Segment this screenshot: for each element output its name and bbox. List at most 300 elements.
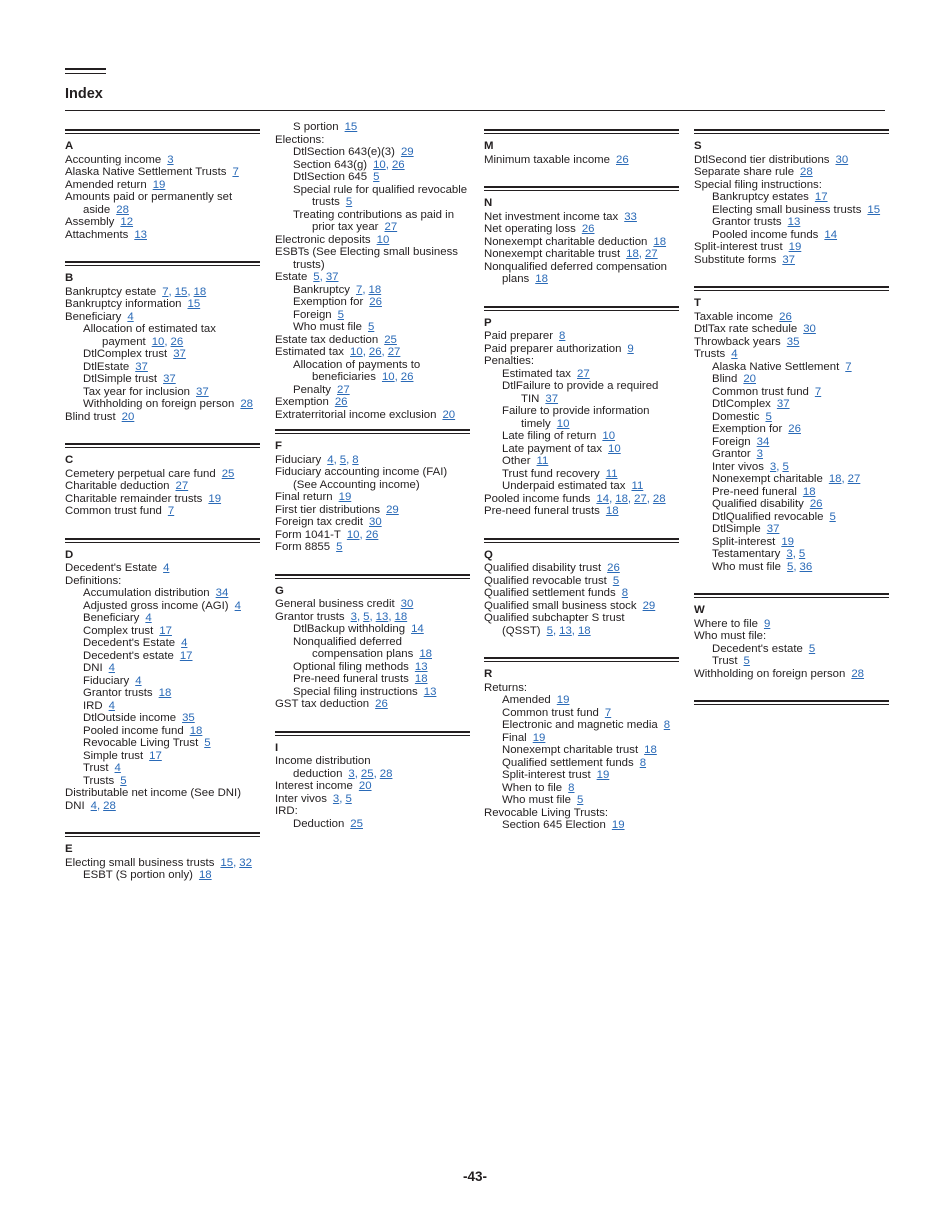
- index-term: Failure to provide information timely: [502, 405, 650, 430]
- page-link[interactable]: 5: [363, 610, 370, 623]
- index-term: Beneficiary: [65, 310, 122, 323]
- page-link[interactable]: 3: [332, 792, 340, 805]
- index-entry: [65, 191, 260, 216]
- index-term: Charitable deduction: [65, 480, 170, 492]
- index-entry: [275, 780, 470, 793]
- index-entry: [694, 655, 889, 668]
- index-entry: [65, 348, 260, 361]
- page-link[interactable]: 11: [605, 467, 618, 480]
- page-link[interactable]: 4: [163, 562, 170, 574]
- page-link[interactable]: 5: [829, 510, 836, 523]
- page-separator: ,: [388, 610, 392, 623]
- page-link[interactable]: 3: [769, 460, 777, 473]
- index-term: Trusts: [83, 774, 115, 787]
- page-link[interactable]: 5: [798, 548, 806, 560]
- page-link[interactable]: 8: [559, 330, 566, 342]
- page-link[interactable]: 26: [607, 562, 620, 574]
- page-link[interactable]: 7: [845, 360, 852, 373]
- index-term: Assembly: [65, 216, 115, 228]
- page-link[interactable]: 28: [379, 767, 393, 780]
- page-link[interactable]: 26: [368, 346, 382, 358]
- index-term: Split-interest trust: [502, 769, 591, 781]
- page-link[interactable]: 26: [581, 223, 595, 235]
- page-link[interactable]: 5: [808, 642, 816, 655]
- index-term: DtlSimple trust: [83, 373, 158, 385]
- page-link[interactable]: 19: [611, 819, 625, 831]
- page-link[interactable]: 37: [545, 392, 559, 405]
- index-term: IRD:: [275, 805, 298, 817]
- page-link[interactable]: 8: [352, 453, 359, 466]
- page-link[interactable]: 18: [193, 285, 207, 298]
- index-entry: [65, 505, 260, 518]
- page-link[interactable]: 9: [763, 617, 771, 630]
- page-link[interactable]: 18: [644, 744, 657, 756]
- index-term: Penalty: [293, 383, 331, 396]
- page-link[interactable]: 15: [220, 856, 234, 869]
- page-link[interactable]: 5: [204, 737, 211, 749]
- page-link[interactable]: 28: [116, 203, 129, 216]
- page-link[interactable]: 18: [828, 473, 842, 485]
- page-link[interactable]: 29: [400, 146, 414, 158]
- index-entry: [275, 661, 470, 674]
- page-link[interactable]: 37: [776, 398, 790, 410]
- page-link[interactable]: 3: [350, 610, 357, 623]
- page-link[interactable]: 34: [215, 587, 229, 599]
- index-term: DtlBackup withholding: [293, 623, 406, 635]
- page-link[interactable]: 4: [127, 310, 134, 323]
- index-entry: [694, 179, 889, 192]
- index-entry: [694, 498, 889, 511]
- index-term: Estimated tax: [502, 367, 572, 380]
- index-entry: [275, 134, 470, 147]
- index-term: Exemption for: [293, 296, 364, 308]
- page-link[interactable]: 26: [615, 153, 629, 166]
- index-entry: [275, 246, 470, 271]
- page-link[interactable]: 32: [239, 856, 252, 869]
- index-entry: [694, 336, 889, 349]
- page-link[interactable]: 28: [800, 166, 813, 178]
- index-entry: [484, 443, 679, 456]
- page-link[interactable]: 17: [814, 191, 828, 203]
- page-link[interactable]: 7: [167, 505, 175, 517]
- page-link[interactable]: 18: [368, 283, 382, 296]
- page-link[interactable]: 5: [577, 794, 584, 806]
- page-link[interactable]: 27: [644, 248, 658, 260]
- page-link[interactable]: 4: [108, 699, 115, 712]
- index-entry: [484, 794, 679, 807]
- page-link[interactable]: 5: [345, 792, 352, 805]
- page-link[interactable]: 20: [358, 780, 372, 792]
- page-link[interactable]: 9: [627, 342, 634, 355]
- index-term: Taxable income: [694, 310, 774, 323]
- index-term: Underpaid estimated tax: [502, 480, 626, 492]
- index-term: DtlQualified revocable: [712, 510, 824, 523]
- index-entry: [275, 321, 470, 334]
- index-entry: [275, 504, 470, 517]
- page-link[interactable]: 10: [602, 430, 616, 442]
- index-entry: [275, 516, 470, 529]
- index-entry: [65, 725, 260, 738]
- page-link[interactable]: 4: [731, 348, 738, 360]
- index-term: Definitions:: [65, 574, 122, 587]
- page-link[interactable]: 8: [639, 756, 647, 769]
- page-link[interactable]: 15: [187, 298, 201, 310]
- page-link[interactable]: 28: [851, 667, 865, 680]
- index-term: Paid preparer: [484, 330, 554, 342]
- page-link[interactable]: 18: [198, 869, 212, 881]
- section-letter: F: [275, 440, 282, 452]
- index-term: Nonqualified deferred compensation plans: [293, 635, 414, 660]
- page-link[interactable]: 4: [90, 799, 97, 812]
- page-link[interactable]: 7: [355, 283, 363, 296]
- page-link[interactable]: 18: [802, 485, 816, 498]
- page-link[interactable]: 5: [313, 271, 320, 283]
- page-link[interactable]: 37: [196, 385, 209, 398]
- page-link[interactable]: 29: [386, 503, 399, 516]
- index-term: Trust: [712, 655, 738, 667]
- page-separator: ,: [168, 285, 172, 298]
- index-term: Alaska Native Settlement Trusts: [65, 166, 227, 178]
- index-entry: [484, 480, 679, 493]
- index-entry: [484, 211, 679, 224]
- header-rule-bottom: [65, 73, 106, 74]
- index-entry: [484, 430, 679, 443]
- page-link[interactable]: 10: [346, 528, 360, 541]
- page-link[interactable]: 8: [663, 719, 671, 731]
- page-link[interactable]: 7: [232, 166, 239, 178]
- index-term: Revocable Living Trust: [83, 737, 199, 749]
- page-link[interactable]: 10: [373, 158, 386, 171]
- index-column-1: [65, 121, 260, 902]
- index-entry: [275, 673, 470, 686]
- index-term: Late payment of tax: [502, 442, 603, 455]
- page-link[interactable]: 20: [743, 373, 757, 385]
- index-entry: [275, 818, 470, 831]
- page-link[interactable]: 37: [766, 523, 780, 535]
- page-link[interactable]: 4: [327, 453, 334, 466]
- page-link[interactable]: 30: [803, 323, 816, 335]
- index-section: [65, 261, 260, 423]
- section-letter: N: [484, 197, 493, 209]
- index-term: Who must file:: [694, 630, 767, 642]
- section-divider: [65, 129, 260, 134]
- index-term: S portion: [293, 121, 339, 133]
- page-link[interactable]: 13: [134, 228, 147, 241]
- page-link[interactable]: 20: [442, 408, 456, 421]
- index-entry: [484, 757, 679, 770]
- page-link[interactable]: 13: [559, 624, 572, 637]
- page-link[interactable]: 20: [121, 410, 135, 423]
- index-entry: [484, 330, 679, 343]
- page-separator: ,: [233, 856, 237, 869]
- page-link[interactable]: 5: [345, 196, 353, 208]
- index-term: Returns:: [484, 681, 528, 694]
- index-entry: [275, 359, 470, 384]
- page-link[interactable]: 4: [114, 762, 121, 774]
- page-separator: ,: [646, 492, 650, 505]
- index-entry: [65, 750, 260, 763]
- page-link[interactable]: 26: [809, 498, 823, 510]
- page-link[interactable]: 5: [339, 453, 347, 466]
- page-link[interactable]: 25: [360, 767, 374, 780]
- page-link[interactable]: 37: [135, 360, 148, 373]
- page-link[interactable]: 18: [615, 492, 628, 505]
- page-link[interactable]: 15: [867, 203, 881, 216]
- section-divider: [694, 286, 889, 291]
- page-link[interactable]: 4: [108, 662, 115, 674]
- page-link[interactable]: 19: [208, 492, 222, 505]
- page-link[interactable]: 11: [631, 480, 644, 492]
- page-link[interactable]: 25: [221, 467, 235, 480]
- page-link[interactable]: 17: [159, 624, 172, 637]
- page-link[interactable]: 19: [788, 241, 802, 253]
- page-link[interactable]: 37: [325, 271, 339, 283]
- section-divider: [65, 443, 260, 448]
- index-term: Decedent's estate: [712, 642, 803, 655]
- page-link[interactable]: 19: [152, 178, 166, 191]
- index-term: Common trust fund: [712, 385, 809, 398]
- page-link[interactable]: 26: [170, 335, 184, 348]
- page-link[interactable]: 26: [365, 528, 379, 541]
- page-link[interactable]: 11: [536, 455, 549, 467]
- page-link[interactable]: 4: [135, 674, 142, 687]
- index-term: General business credit: [275, 598, 395, 610]
- page-link[interactable]: 19: [338, 491, 352, 503]
- index-entry: [694, 373, 889, 386]
- page-link[interactable]: 5: [120, 774, 127, 787]
- page-link[interactable]: 29: [642, 599, 656, 612]
- page-link[interactable]: 8: [621, 587, 629, 599]
- index-entry: [275, 686, 470, 699]
- page-link[interactable]: 13: [423, 685, 437, 698]
- index-entry: [484, 600, 679, 613]
- page-link[interactable]: 28: [652, 492, 666, 505]
- page-link[interactable]: 4: [181, 637, 188, 649]
- page-link[interactable]: 37: [173, 348, 186, 360]
- page-link[interactable]: 5: [787, 560, 794, 573]
- page-link[interactable]: 18: [577, 624, 591, 637]
- index-entry: [65, 650, 260, 663]
- index-term: ESBT (S portion only): [83, 869, 193, 881]
- page-link[interactable]: 15: [344, 121, 358, 133]
- page-link[interactable]: 10: [556, 417, 570, 430]
- section-letter: W: [694, 604, 705, 616]
- page-link[interactable]: 26: [779, 310, 792, 323]
- index-term: DtlFailure to provide a required TIN: [502, 380, 659, 405]
- page-link[interactable]: 10: [376, 233, 390, 246]
- page-link[interactable]: 18: [158, 687, 172, 699]
- page-link[interactable]: 35: [786, 335, 800, 348]
- page-link[interactable]: 14: [411, 623, 424, 635]
- page-link[interactable]: 27: [577, 367, 590, 380]
- page-link[interactable]: 18: [605, 505, 619, 517]
- page-link[interactable]: 27: [387, 346, 401, 358]
- page-link[interactable]: 18: [653, 235, 667, 248]
- index-entry: [694, 423, 889, 436]
- section-divider: [65, 261, 260, 266]
- page-link[interactable]: 17: [179, 649, 193, 662]
- index-entry: [275, 454, 470, 467]
- index-entry: [275, 805, 470, 818]
- index-entry: [484, 405, 679, 430]
- index-term: Adjusted gross income (AGI): [83, 599, 229, 612]
- page-link[interactable]: 34: [756, 435, 770, 448]
- page-link[interactable]: 36: [799, 560, 813, 573]
- page-link[interactable]: 7: [604, 706, 612, 719]
- page-link[interactable]: 25: [350, 817, 363, 830]
- index-term: DtlOutside income: [83, 712, 177, 724]
- header-rule-top: [65, 68, 106, 70]
- page-link[interactable]: 18: [189, 724, 203, 737]
- page-link[interactable]: 19: [556, 694, 570, 706]
- page-link[interactable]: 7: [814, 385, 822, 398]
- page-link[interactable]: 10: [350, 346, 363, 358]
- page-link[interactable]: 12: [120, 216, 134, 228]
- page-link[interactable]: 26: [375, 698, 388, 710]
- page-separator: ,: [776, 460, 780, 473]
- page-link[interactable]: 19: [532, 731, 546, 744]
- index-entry: [694, 361, 889, 374]
- page-separator: ,: [381, 346, 385, 358]
- page-link[interactable]: 10: [151, 335, 165, 348]
- page-link[interactable]: 26: [400, 371, 414, 383]
- index-entry: [65, 662, 260, 675]
- index-term: Qualified disability: [712, 498, 804, 510]
- page-link[interactable]: 18: [394, 610, 408, 623]
- section-divider: [275, 731, 470, 736]
- page-separator: ,: [333, 453, 337, 466]
- index-entry: [65, 411, 260, 424]
- index-entry: [65, 398, 260, 411]
- page-link[interactable]: 7: [162, 285, 169, 298]
- index-term: Nonexempt charitable trust: [502, 744, 639, 756]
- index-term: Qualified small business stock: [484, 599, 637, 612]
- page-link[interactable]: 4: [145, 612, 152, 624]
- page-link[interactable]: 3: [756, 448, 763, 460]
- page-link[interactable]: 3: [167, 153, 174, 166]
- page-link[interactable]: 14: [824, 228, 838, 241]
- page-link[interactable]: 26: [788, 423, 801, 435]
- page-link[interactable]: 37: [782, 253, 795, 266]
- page-link[interactable]: 30: [369, 516, 382, 528]
- index-entry: [694, 348, 889, 361]
- index-term: Final: [502, 731, 527, 744]
- page-link[interactable]: 13: [787, 216, 801, 228]
- index-entry: [65, 562, 260, 575]
- index-entry: [65, 166, 260, 179]
- index-term: Qualified subchapter S trust (QSST): [484, 612, 625, 637]
- page-separator: ,: [793, 560, 797, 573]
- page-link[interactable]: 13: [414, 660, 428, 673]
- page-link[interactable]: 19: [596, 769, 610, 781]
- page-link[interactable]: 3: [786, 548, 793, 560]
- index-term: DNI: [83, 662, 103, 674]
- page-link[interactable]: 28: [240, 398, 254, 410]
- page-link[interactable]: 15: [174, 285, 188, 298]
- index-term: Accounting income: [65, 153, 162, 166]
- page-link[interactable]: 5: [546, 624, 553, 637]
- index-term: DtlSimple: [712, 523, 761, 535]
- index-entry: [65, 775, 260, 788]
- index-entry: [694, 216, 889, 229]
- page-link[interactable]: 5: [612, 574, 620, 587]
- page-link[interactable]: 18: [535, 273, 548, 285]
- page-link[interactable]: 8: [568, 781, 575, 794]
- page-separator: ,: [609, 492, 613, 505]
- page-link[interactable]: 14: [596, 492, 610, 505]
- page-link[interactable]: 5: [336, 541, 343, 553]
- page-link[interactable]: 30: [835, 153, 849, 166]
- page-separator: ,: [792, 548, 796, 560]
- index-term: Pooled income funds: [484, 492, 591, 505]
- page-link[interactable]: 5: [337, 308, 344, 321]
- page-link[interactable]: 18: [414, 673, 428, 685]
- page-link[interactable]: 5: [782, 460, 789, 473]
- index-entry: [484, 493, 679, 506]
- page-link[interactable]: 27: [847, 473, 861, 485]
- index-term: Beneficiary: [83, 612, 140, 624]
- page-link[interactable]: 27: [175, 480, 189, 492]
- index-entry: [484, 707, 679, 720]
- section-letter: M: [484, 140, 494, 152]
- page-link[interactable]: 18: [626, 248, 639, 260]
- page-link[interactable]: 5: [373, 171, 380, 183]
- page-link[interactable]: 10: [381, 371, 395, 383]
- page-link[interactable]: 3: [348, 767, 355, 780]
- page-link[interactable]: 4: [234, 599, 241, 612]
- page-link[interactable]: 26: [369, 296, 382, 308]
- page-link[interactable]: 10: [608, 442, 621, 455]
- index-entry: [484, 782, 679, 795]
- page-link[interactable]: 19: [781, 535, 794, 548]
- index-entry: [275, 346, 470, 359]
- page-link[interactable]: 28: [103, 799, 116, 812]
- page-link[interactable]: 37: [163, 373, 176, 385]
- index-entry: [694, 461, 889, 474]
- page-link[interactable]: 13: [375, 610, 389, 623]
- page-link[interactable]: 27: [384, 221, 398, 233]
- page-link[interactable]: 33: [624, 210, 637, 223]
- index-entry: [484, 819, 679, 832]
- page-link[interactable]: 18: [419, 648, 432, 660]
- page-link[interactable]: 26: [391, 158, 405, 171]
- page-link[interactable]: 26: [334, 396, 348, 408]
- page-link[interactable]: 27: [337, 383, 350, 396]
- index-term: Who must file: [502, 794, 571, 806]
- index-term: Estimated tax: [275, 346, 345, 358]
- page-link[interactable]: 5: [368, 321, 375, 333]
- index-term: Inter vivos: [712, 460, 764, 473]
- page-link[interactable]: 5: [743, 655, 750, 667]
- page-link[interactable]: 35: [182, 712, 195, 724]
- page-separator: ,: [369, 610, 373, 623]
- page-link[interactable]: 27: [634, 492, 647, 505]
- page-link[interactable]: 5: [765, 410, 772, 423]
- page-link[interactable]: 25: [384, 333, 397, 346]
- page-link[interactable]: 30: [400, 598, 414, 610]
- index-term: Fiduciary: [275, 453, 322, 466]
- index-entry: [65, 493, 260, 506]
- index-entry: [694, 643, 889, 656]
- index-entry: [275, 234, 470, 247]
- index-entry: [65, 675, 260, 688]
- index-entry: [484, 732, 679, 745]
- index-term: GST tax deduction: [275, 698, 370, 710]
- index-entry: [694, 254, 889, 267]
- index-entry: [275, 271, 470, 284]
- page-link[interactable]: 17: [149, 749, 162, 762]
- index-entry: [275, 466, 470, 491]
